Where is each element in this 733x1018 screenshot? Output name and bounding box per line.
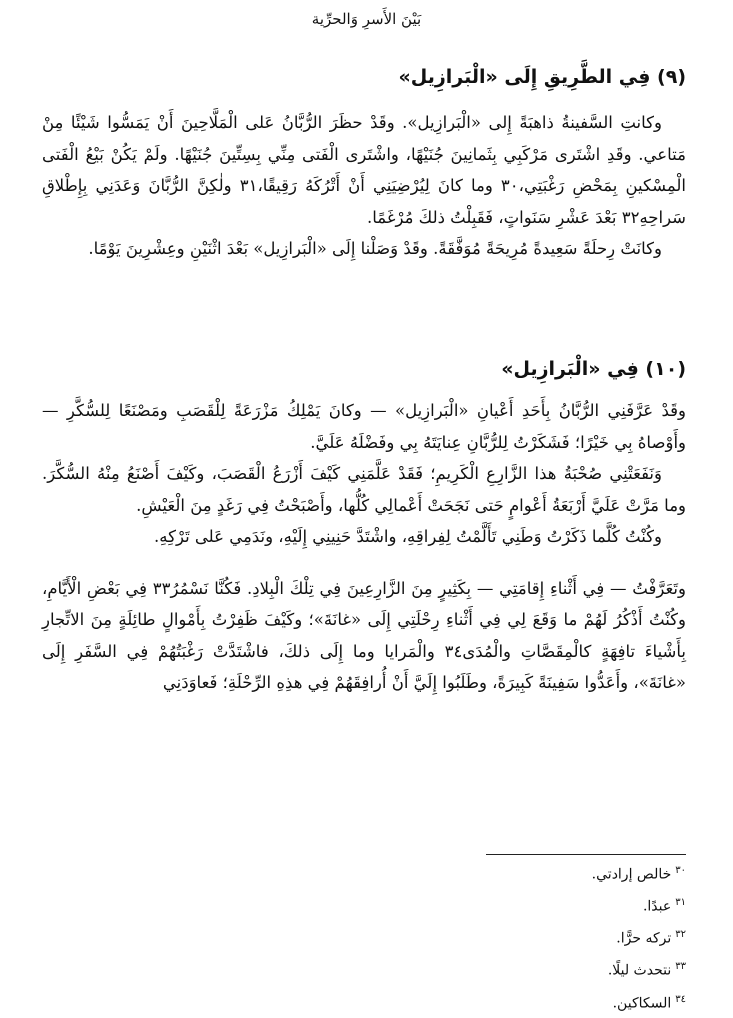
paragraph: وقَدْ عَرَّفَنِي الرُّبَّانُ بِأَحَدِ أَعْيانِ «الْبَرازِيل» — وكانَ يَمْلِكُ مَزْرَعَةً لِلْقَصَبِ ومَصْنَعًا لِلسُّكَّرِ — وأَوْصاهُ بِي خَيْرًا؛ فَشَكَرْتُ لِلرُّبَّانِ عِنايَتَهُ بِي وفَضْلَهُ عَلَيَّ. — [42, 401, 686, 452]
footnote-divider — [486, 854, 686, 855]
footnote-text: نتحدث ليلًا. — [607, 963, 672, 980]
section-heading: (٩) فِي الطَّرِيقِ إِلَى «الْبَرازِيل» — [398, 66, 686, 88]
footnote-number: ٣٢ — [675, 929, 686, 941]
footnotes — [386, 857, 686, 1018]
footnote — [386, 953, 686, 985]
section-9 — [42, 63, 686, 265]
footnote-text: السكاكين. — [612, 995, 672, 1012]
footnote-text: خالص إرادتي. — [591, 866, 672, 883]
paragraph: وكانَتْ رِحلَةً سَعِيدةً مُرِيحَةً مُوَفَّقَةً. وقَدْ وَصَلْنا إِلَى «الْبَرازِيل» بَعْدَ اثْنَيْنِ وعِشْرِينَ يَوْمًا. — [88, 239, 662, 258]
footnote-text: تركه حرًّا. — [616, 930, 672, 947]
footnote — [386, 889, 686, 921]
footnote-number: ٣٠ — [675, 865, 686, 876]
footnote — [386, 986, 686, 1018]
footnote-number: ٣٣ — [675, 961, 686, 973]
footnote — [386, 921, 686, 953]
footnote-number: ٣٤ — [675, 993, 686, 1005]
section-10 — [42, 355, 686, 699]
paragraph: وكُنْتُ كُلَّما ذَكَرْتُ وَطَنِي تَأَلَّمْتُ لِفِراقِهِ، واشْتَدَّ حَنِينِي إِلَيْهِ، ونَدَمِي عَلى تَرْكِهِ. — [154, 527, 662, 546]
footnote-text: عبدًا. — [642, 898, 672, 915]
paragraph: وكانتِ السَّفينةُ ذاهبَةً إِلى «الْبَرازِيل». وقَدْ حظَرَ الرُّبَّانُ عَلى الْمَلَّاحِينَ أَنْ يَمَسُّوا شَيْئًا مِنْ مَتاعي. وقَدِ اشْتَرى مَرْكَبِي بِثَمانِينَ جُنَيْهًا، واشْتَرى الْفَتى مِنِّي بِسِتِّينَ جُنَيْهًا. ولَمْ يَكُنْ بَيْعُ الْفَتى الْمِسْكينِ بِمَحْضِ رَغْبَتِي،٣٠ وما كانَ لِيُرْضِيَنِي أَنْ أَتْرُكَهُ رَقِيقًا،٣١ ولٰكِنَّ الرُّبَّانَ وَعَدَنِي بِإِطْلاقِ سَراحِهِ٣٢ بَعْدَ عَشْرِ سَنَواتٍ، فَقَبِلْتُ ذلكَ مُرْغَمًا. — [42, 113, 686, 227]
paragraph: وتَعَرَّفْتُ — فِي أَثْناءِ إِقامَتِي — بِكَثِيرٍ مِنَ الزَّارِعِينَ فِي تِلْكَ الْبِلادِ. فَكُنَّا نَسْمُرُ٣٣ فِي بَعْضِ الْأَيَّامِ، وكُنْتُ أَذْكُرُ لَهُمْ ما وَقَعَ لِي فِي أَثْناءِ رِحْلَتِي إِلَى «غانَةَ»؛ وكَيْفَ ظَفِرْتُ بِأَمْوالٍ طائِلَةٍ مِنَ الاتِّجارِ بِأَشْياءَ تافِهَةٍ كالْمِقَصَّاتِ والْمُدَى٣٤ والْمَرايا وما إِلَى ذلكَ، فاشْتَدَّتْ رَغْبَتُهُمْ فِي السَّفَرِ إِلَى «غانَةَ»، وأَعَدُّوا سَفِينَةً كَبِيرَةً، وطَلَبُوا إِلَيَّ أَنْ أُرافِقَهُمْ فِي هذِهِ الرِّحْلَةِ؛ فَعاوَدَنِي — [42, 578, 687, 692]
section-heading: (١٠) فِي «الْبَرازِيل» — [501, 358, 686, 380]
footnote — [386, 857, 686, 889]
running-head: بَيْنَ الأَسرِ وَالحرِّية — [311, 10, 422, 28]
paragraph: وَنَفَعَتْنِي صُحْبَةُ هذا الزَّارِعِ الْكَرِيمِ؛ فَقَدْ عَلَّمَنِي كَيْفَ أَزْرَعُ الْقَصَبَ، وكَيْفَ أَصْنَعُ مِنْهُ السُّكَّرَ. وما مَرَّتْ عَلَيَّ أَرْبَعَةُ أَعْوامٍ حَتى نَجَحَتْ أَعْمالِي كُلُّها، وأَصْبَحْتُ فِي رَغَدٍ مِنَ الْعَيْشِ. — [42, 464, 686, 515]
footnote-number: ٣١ — [675, 897, 686, 909]
